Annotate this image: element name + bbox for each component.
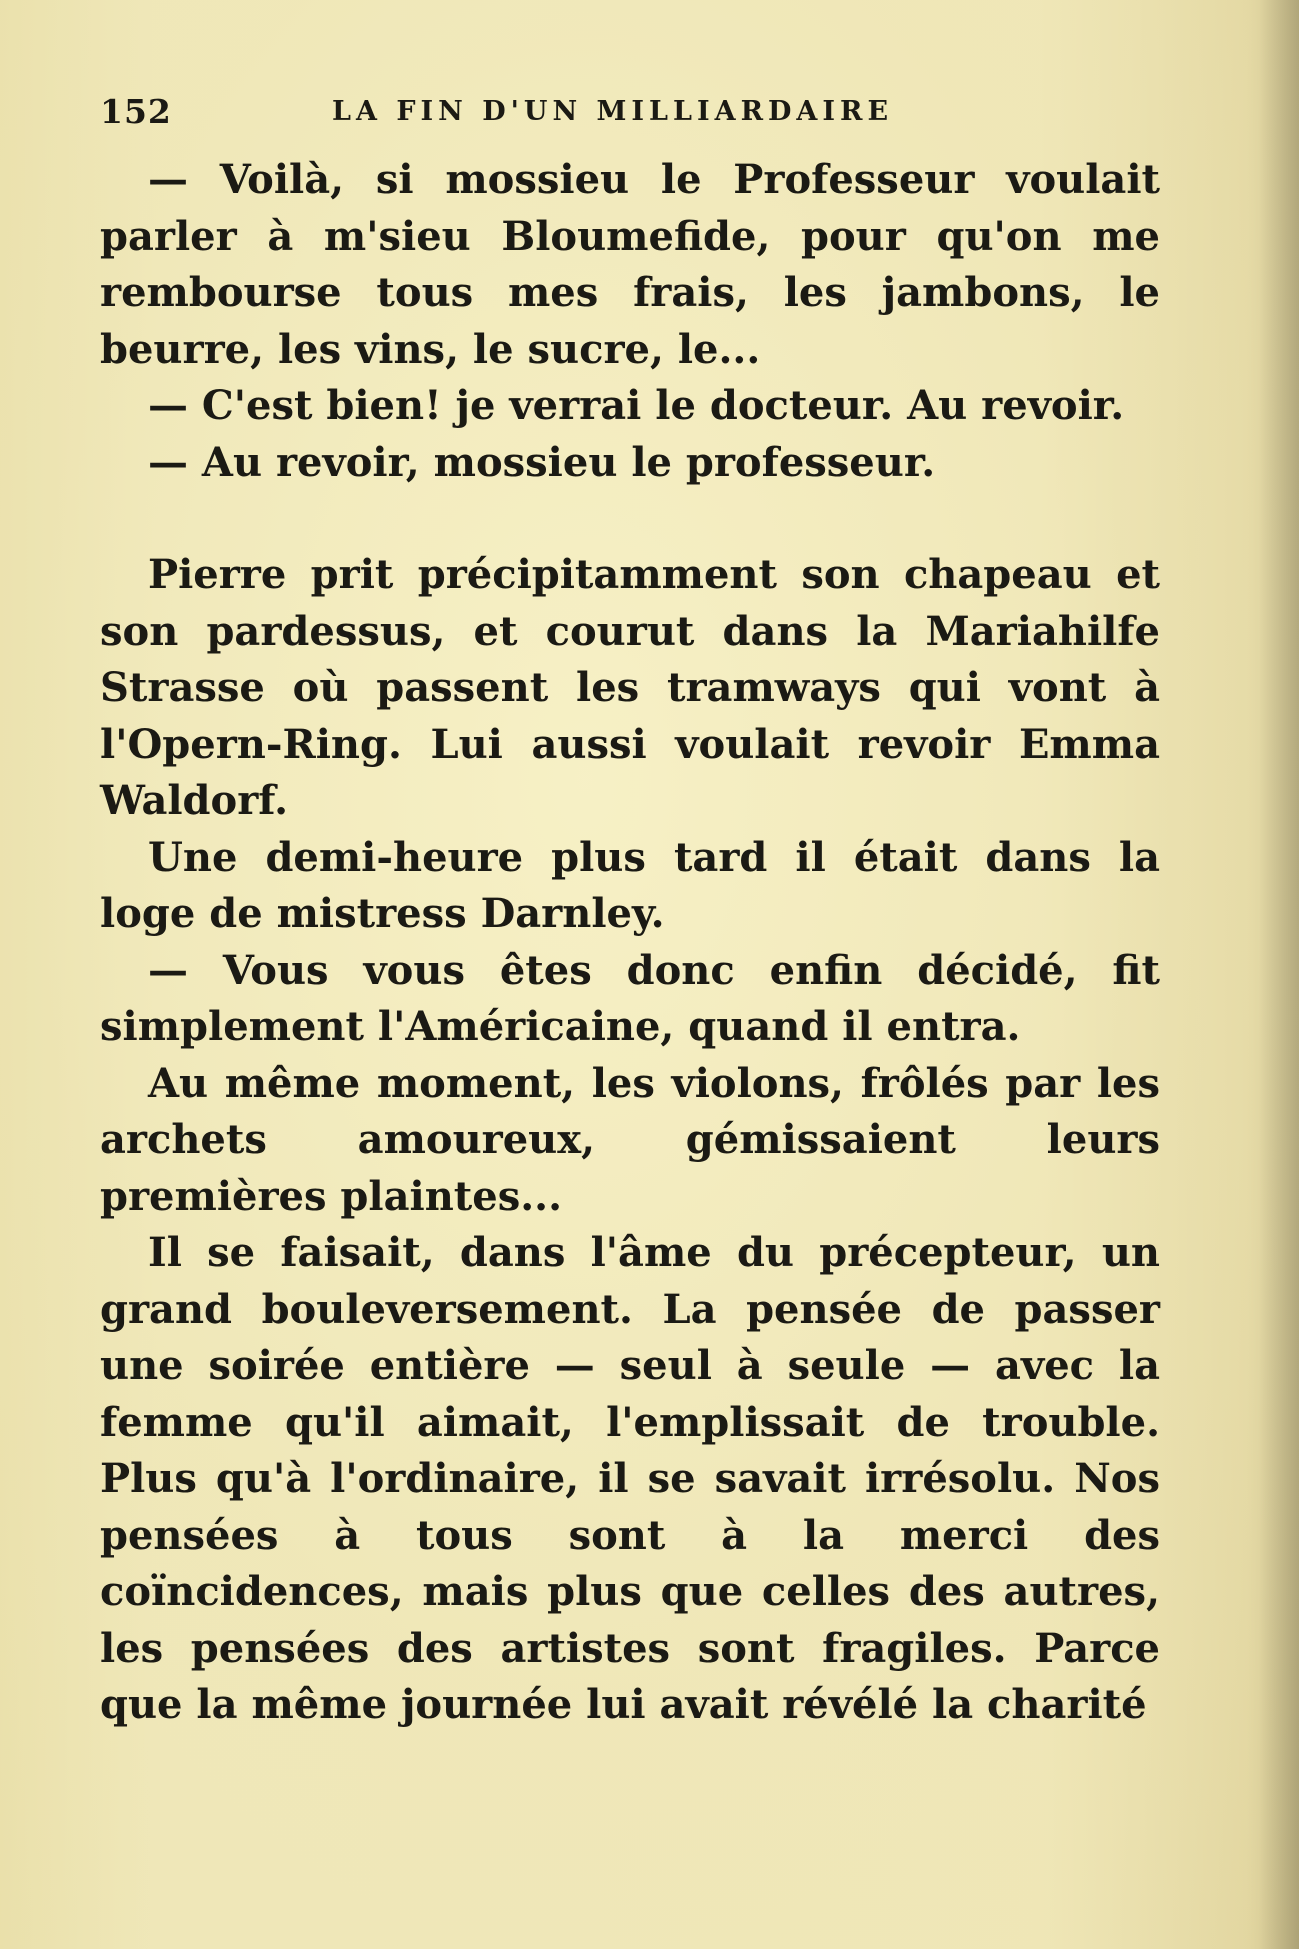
paragraph-dialog-4: — Vous vous êtes donc enfin décidé, fit simplement l'Américaine, quand il entra. [100,946,1160,1050]
paragraph-dialog-1: — Voilà, si mossieu le Professeur voulait parler à m'sieu Bloumefide, pour qu'on me rembourse tous mes frais, les jambons, le beurre, les vins, le sucre, le... [100,156,1160,373]
paragraph-demi-heure: Une demi-heure plus tard il était dans la loge de mistress Darnley. [100,833,1160,937]
paragraph-violons: Au même moment, les violons, frôlés par les archets amoureux, gémissaient leurs premières plaintes... [100,1059,1160,1220]
page-number: 152 [100,92,172,131]
paragraph-dialog-2: — C'est bien! je verrai le docteur. Au revoir. [148,382,1125,429]
page-header [100,92,1160,132]
paragraph-pierre: Pierre prit précipitamment son chapeau et son pardessus, et courut dans la Mariahilfe Strasse où passent les tramways qui vont à l'Opern-Ring. Lui aussi voulait revoir Emma Waldorf. [100,551,1160,824]
section-break [100,491,1160,547]
paragraph-dialog-3: — Au revoir, mossieu le professeur. [148,438,936,486]
body-text [100,152,1160,1734]
paragraph-bouleversement: Il se faisait, dans l'âme du précepteur, un grand bouleversement. La pensée de passer une soirée entière — seul à seule — avec la femme qu'il aimait, l'emplissait de trouble. Plus qu'à l'ordinaire, il se savait irrésolu. Nos pensées à tous sont à la merci des coïncidences, mais plus que celles des autres, les pensées des artistes sont fragiles. Parce que la même journée lui avait révélé la charité [100,1229,1160,1728]
page-edge-shadow [1259,0,1299,1949]
running-title: LA FIN D'UN MILLIARDAIRE [332,96,894,127]
